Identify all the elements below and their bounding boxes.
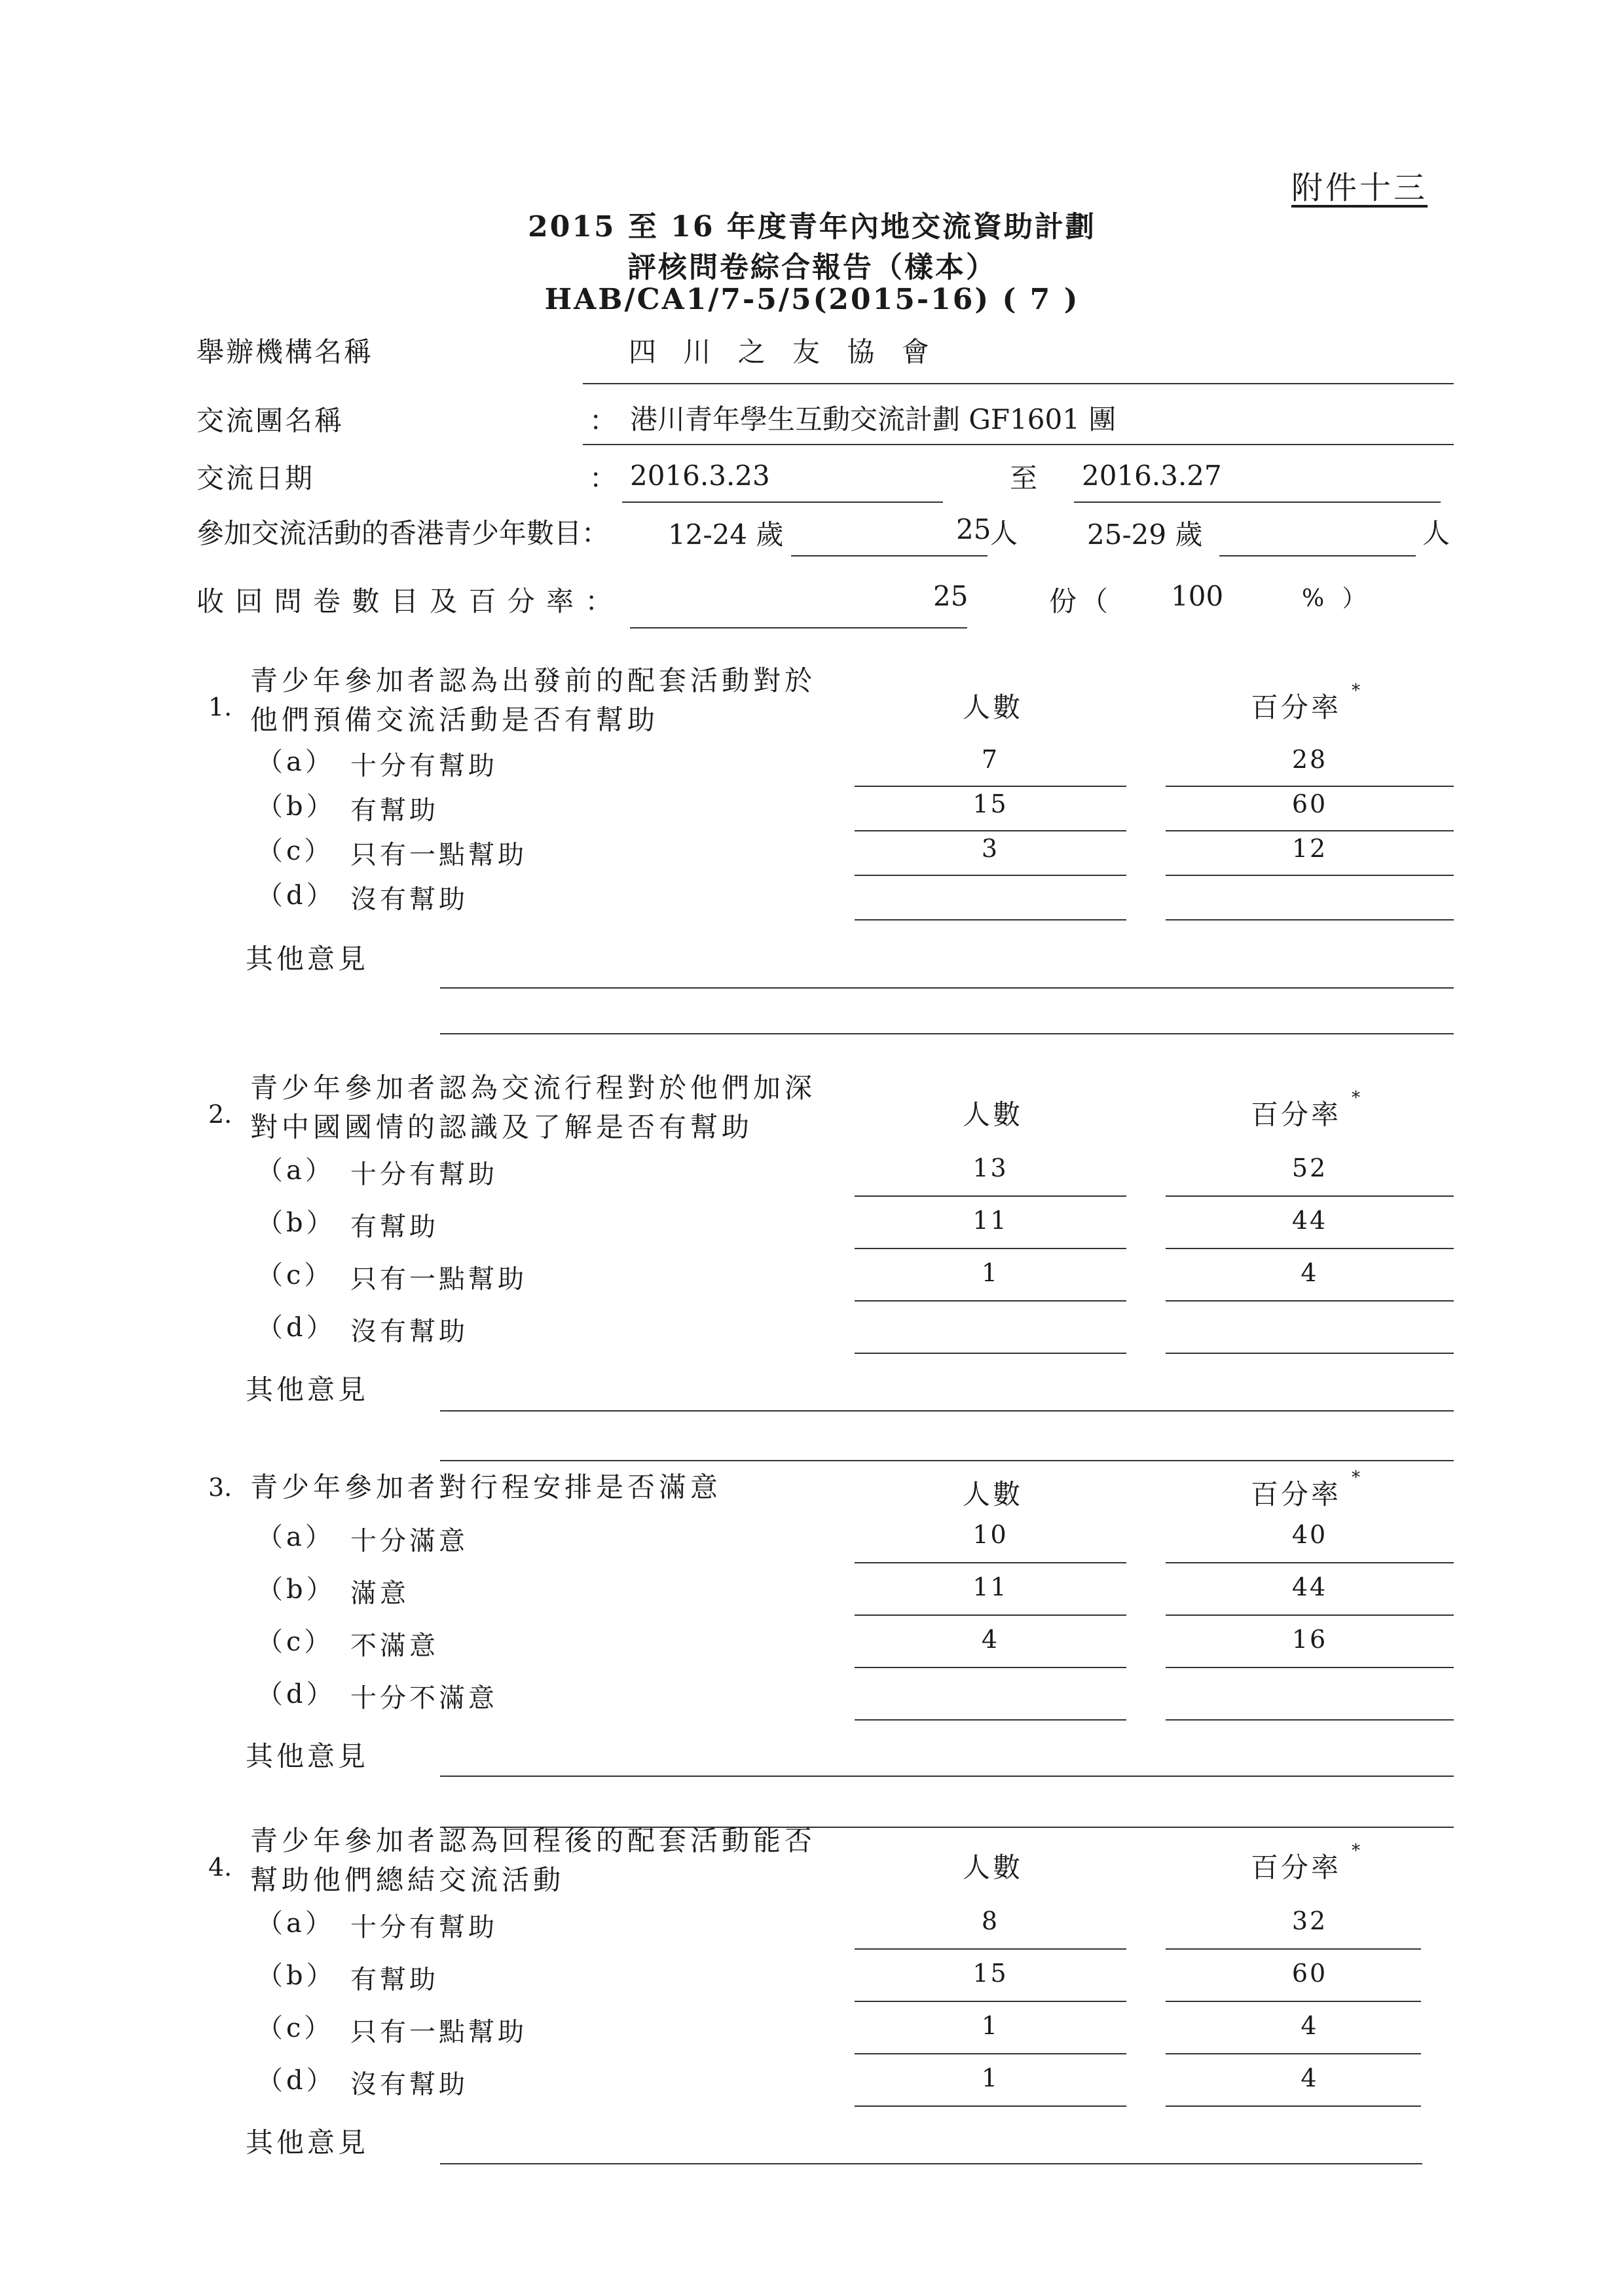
count-underline xyxy=(855,1300,1126,1302)
participants-label: 參加交流活動的香港青少年數目： xyxy=(196,517,610,549)
option-key: （d） xyxy=(257,1679,336,1709)
rate-value: 28 xyxy=(1291,745,1328,774)
count-value: 1 xyxy=(981,1258,1000,1287)
report-title-line1: 2015 至 16 年度青年內地交流資助計劃 xyxy=(528,210,1096,244)
count-header: 人數 xyxy=(963,691,1024,723)
option-label: 十分有幫助 xyxy=(350,751,498,781)
question-text-line1: 青少年參加者認為出發前的配套活動對於 xyxy=(250,665,817,697)
other-comments-line xyxy=(440,1410,1454,1412)
age-group-2-label: 25-29 歲 xyxy=(1087,519,1203,551)
count-value: 10 xyxy=(972,1520,1008,1549)
option-label: 十分有幫助 xyxy=(350,1912,498,1942)
rate-value: 16 xyxy=(1291,1625,1328,1654)
rate-header: 百分率 xyxy=(1251,1851,1342,1884)
rate-underline xyxy=(1166,875,1454,876)
rate-value: 4 xyxy=(1301,2011,1319,2040)
count-value: 15 xyxy=(972,1959,1008,1988)
count-underline xyxy=(855,1667,1126,1668)
rate-header: 百分率 xyxy=(1251,1478,1342,1510)
rate-value: 60 xyxy=(1291,1959,1328,1988)
rate-value: 40 xyxy=(1291,1520,1328,1549)
count-underline xyxy=(855,830,1126,831)
date-from-underline xyxy=(622,501,943,503)
count-underline xyxy=(855,919,1126,920)
option-key: （a） xyxy=(257,747,335,777)
count-underline xyxy=(855,2053,1126,2054)
rate-value: 12 xyxy=(1291,834,1328,863)
count-underline xyxy=(855,2105,1126,2107)
count-underline xyxy=(855,1562,1126,1563)
organizer-label: 舉辦機構名稱 xyxy=(196,336,374,368)
option-label: 沒有幫助 xyxy=(350,2069,468,2100)
count-underline xyxy=(855,1195,1126,1197)
organizer-underline xyxy=(583,383,1454,384)
question-text-line1: 青少年參加者對行程安排是否滿意 xyxy=(250,1471,722,1503)
option-label: 滿意 xyxy=(350,1578,409,1609)
copies-label: 份（ xyxy=(1049,585,1113,617)
option-key: （b） xyxy=(257,1575,336,1605)
report-title-line2: 評核問卷綜合報告（樣本） xyxy=(627,251,997,284)
option-key: （a） xyxy=(257,1908,335,1939)
rate-underline xyxy=(1166,2105,1421,2107)
count-underline xyxy=(855,1353,1126,1354)
question-text-line2: 他們預備交流活動是否有幫助 xyxy=(250,704,659,736)
rate-underline xyxy=(1166,2053,1421,2054)
count-value: 13 xyxy=(972,1154,1008,1182)
question-number: 3. xyxy=(208,1473,232,1502)
percent-close: % ） xyxy=(1302,585,1371,612)
returned-count-underline xyxy=(630,627,967,629)
rate-underline xyxy=(1166,1195,1454,1197)
other-comments-line xyxy=(440,1033,1454,1034)
report-reference-number: HAB/CA1/7-5/5(2015-16) ( 7 ) xyxy=(544,283,1080,316)
rate-value: 52 xyxy=(1291,1154,1328,1182)
option-label: 十分滿意 xyxy=(350,1526,468,1556)
option-label: 有幫助 xyxy=(350,1965,439,1995)
rate-value: 32 xyxy=(1291,1906,1328,1935)
rate-underline xyxy=(1166,1948,1421,1950)
option-key: （c） xyxy=(257,1627,334,1657)
organizer-value: 四 川 之 友 協 會 xyxy=(629,336,938,368)
other-comments-label: 其他意見 xyxy=(246,1374,369,1406)
count-value: 11 xyxy=(972,1573,1008,1601)
rate-underline xyxy=(1166,1353,1454,1354)
rate-value: 4 xyxy=(1301,1258,1319,1287)
option-label: 有幫助 xyxy=(350,795,439,826)
rate-header: 百分率 xyxy=(1251,691,1342,723)
other-comments-line xyxy=(440,987,1454,989)
count-underline xyxy=(855,1719,1126,1721)
other-comments-line xyxy=(440,1776,1454,1777)
group-name-value: 港川青年學生互動交流計劃 GF1601 團 xyxy=(630,403,1116,435)
rate-value: 44 xyxy=(1291,1206,1328,1235)
count-header: 人數 xyxy=(963,1099,1024,1131)
date-to-value: 2016.3.27 xyxy=(1082,460,1222,492)
rate-underline xyxy=(1166,830,1454,831)
option-key: （b） xyxy=(257,792,336,822)
question-text-line2: 對中國國情的認識及了解是否有幫助 xyxy=(250,1111,754,1143)
option-label: 沒有幫助 xyxy=(350,1317,468,1347)
option-label: 不滿意 xyxy=(350,1631,439,1661)
option-label: 有幫助 xyxy=(350,1212,439,1242)
question-text-line1: 青少年參加者認為回程後的配套活動能否 xyxy=(250,1825,817,1857)
rate-value: 44 xyxy=(1291,1573,1328,1601)
rate-underline xyxy=(1166,1300,1454,1302)
question-number: 4. xyxy=(208,1853,232,1882)
option-key: （d） xyxy=(257,881,336,911)
rate-header: 百分率 xyxy=(1251,1099,1342,1131)
count-underline xyxy=(855,875,1126,876)
option-key: （b） xyxy=(257,1961,336,1991)
age-group-1-label: 12-24 歲 xyxy=(668,519,784,551)
rate-asterisk: * xyxy=(1352,1468,1360,1487)
option-key: （c） xyxy=(257,1260,334,1290)
exchange-date-label: 交流日期 xyxy=(196,462,315,494)
option-label: 只有一點幫助 xyxy=(350,840,527,870)
rate-asterisk: * xyxy=(1352,1841,1360,1861)
rate-underline xyxy=(1166,1719,1454,1721)
option-key: （a） xyxy=(257,1522,335,1552)
rate-asterisk: * xyxy=(1352,681,1360,701)
option-key: （c） xyxy=(257,836,334,866)
person-unit-1: 人 xyxy=(990,517,1018,549)
rate-underline xyxy=(1166,919,1454,920)
count-value: 1 xyxy=(981,2011,1000,2040)
question-text-line1: 青少年參加者認為交流行程對於他們加深 xyxy=(250,1072,817,1104)
count-value: 15 xyxy=(972,790,1008,818)
option-key: （c） xyxy=(257,2013,334,2043)
other-comments-label: 其他意見 xyxy=(246,2126,369,2159)
age-group-1-value: 25 xyxy=(956,513,991,545)
returned-count-value: 25 xyxy=(933,580,969,612)
count-underline xyxy=(855,1948,1126,1950)
count-value: 7 xyxy=(981,745,1000,774)
question-text-line2: 幫助他們總結交流活動 xyxy=(250,1864,565,1896)
option-label: 沒有幫助 xyxy=(350,884,468,915)
question-number: 1. xyxy=(208,693,232,721)
other-comments-label: 其他意見 xyxy=(246,1740,369,1772)
count-underline xyxy=(855,786,1126,787)
annex-label: 附件十三 xyxy=(1291,170,1428,206)
count-underline xyxy=(855,1248,1126,1249)
option-label: 十分不滿意 xyxy=(350,1683,498,1713)
rate-underline xyxy=(1166,786,1454,787)
age-group-2-underline xyxy=(1219,555,1416,556)
date-to-label: 至 xyxy=(1010,462,1038,494)
count-header: 人數 xyxy=(963,1478,1024,1510)
group-name-underline xyxy=(583,444,1454,445)
option-key: （b） xyxy=(257,1208,336,1238)
date-to-underline xyxy=(1074,501,1441,503)
rate-value: 4 xyxy=(1301,2064,1319,2092)
returned-rate-value: 100 xyxy=(1171,580,1224,612)
rate-underline xyxy=(1166,1248,1454,1249)
other-comments-line xyxy=(440,2163,1422,2164)
count-value: 4 xyxy=(981,1625,1000,1654)
option-label: 十分有幫助 xyxy=(350,1159,498,1190)
count-value: 8 xyxy=(981,1906,1000,1935)
colon: ： xyxy=(589,462,618,494)
rate-underline xyxy=(1166,2001,1421,2002)
count-value: 3 xyxy=(981,834,1000,863)
count-value: 1 xyxy=(981,2064,1000,2092)
age-group-1-underline xyxy=(791,555,987,556)
returned-questionnaires-label: 收 回 問 卷 數 目 及 百 分 率 ： xyxy=(196,585,614,617)
option-label: 只有一點幫助 xyxy=(350,2017,527,2047)
count-header: 人數 xyxy=(963,1851,1024,1884)
rate-asterisk: * xyxy=(1352,1088,1360,1108)
option-label: 只有一點幫助 xyxy=(350,1264,527,1294)
question-number: 2. xyxy=(208,1100,232,1129)
person-unit-2: 人 xyxy=(1422,517,1450,549)
group-name-label: 交流團名稱 xyxy=(196,405,344,437)
rate-underline xyxy=(1166,1667,1454,1668)
count-value: 11 xyxy=(972,1206,1008,1235)
rate-underline xyxy=(1166,1562,1454,1563)
rate-value: 60 xyxy=(1291,790,1328,818)
count-underline xyxy=(855,2001,1126,2002)
other-comments-label: 其他意見 xyxy=(246,943,369,975)
other-comments-line xyxy=(440,1460,1454,1461)
colon: ： xyxy=(589,405,618,437)
count-underline xyxy=(855,1614,1126,1616)
date-from-value: 2016.3.23 xyxy=(630,460,770,492)
option-key: （d） xyxy=(257,2066,336,2096)
option-key: （d） xyxy=(257,1313,336,1343)
option-key: （a） xyxy=(257,1156,335,1186)
rate-underline xyxy=(1166,1614,1454,1616)
